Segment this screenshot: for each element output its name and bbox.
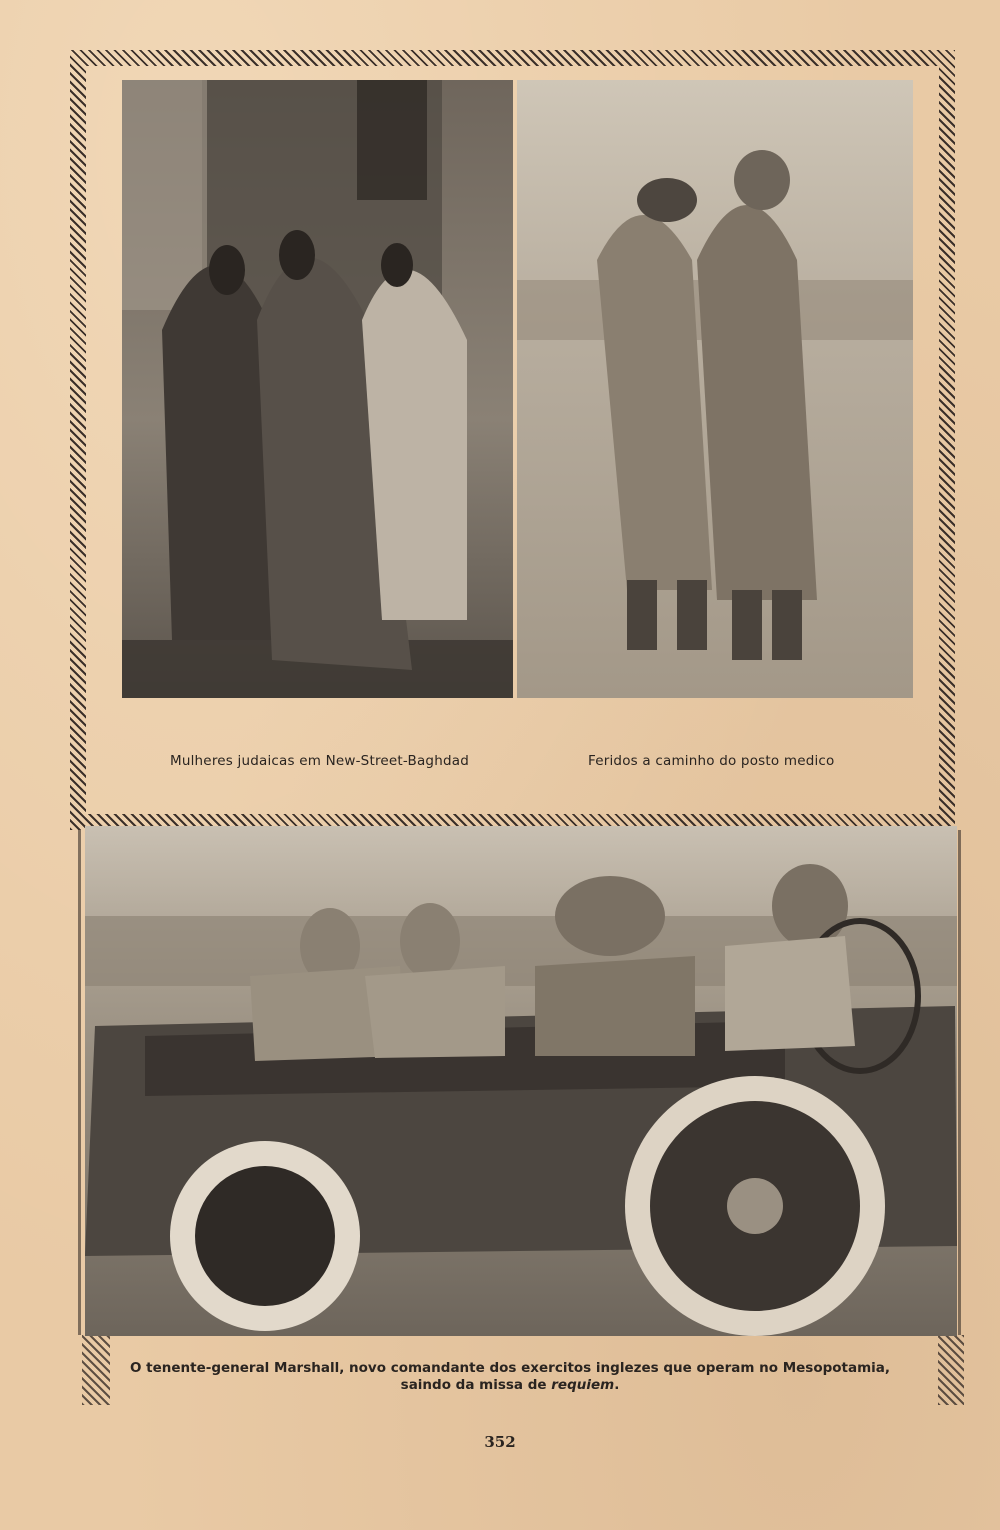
caption-main-line-2-prefix: saindo da missa de [400, 1377, 552, 1393]
ornament-lower-right [938, 1335, 964, 1405]
caption-wounded: Feridos a caminho do posto medico [588, 753, 835, 769]
caption-general-marshall [120, 1360, 900, 1394]
photo-general-in-car [85, 826, 957, 1336]
caption-main-line-2-suffix: . [614, 1377, 620, 1393]
photo-jewish-women [122, 80, 513, 698]
caption-main-line-2-italic: requiem [551, 1377, 615, 1393]
caption-main-line-1: O tenente-general Marshall, novo comandante dos exercitos inglezes que operam no Mesopotamia, [129, 1360, 891, 1376]
border-rule-left [78, 830, 81, 1335]
photo-wounded-soldiers [517, 80, 913, 698]
border-rule-right [958, 830, 961, 1335]
page-number: 352 [484, 1433, 516, 1451]
caption-main-line-2 [120, 1377, 900, 1394]
ornament-lower-left [82, 1335, 110, 1405]
caption-jewish-women: Mulheres judaicas em New-Street-Baghdad [170, 753, 469, 769]
